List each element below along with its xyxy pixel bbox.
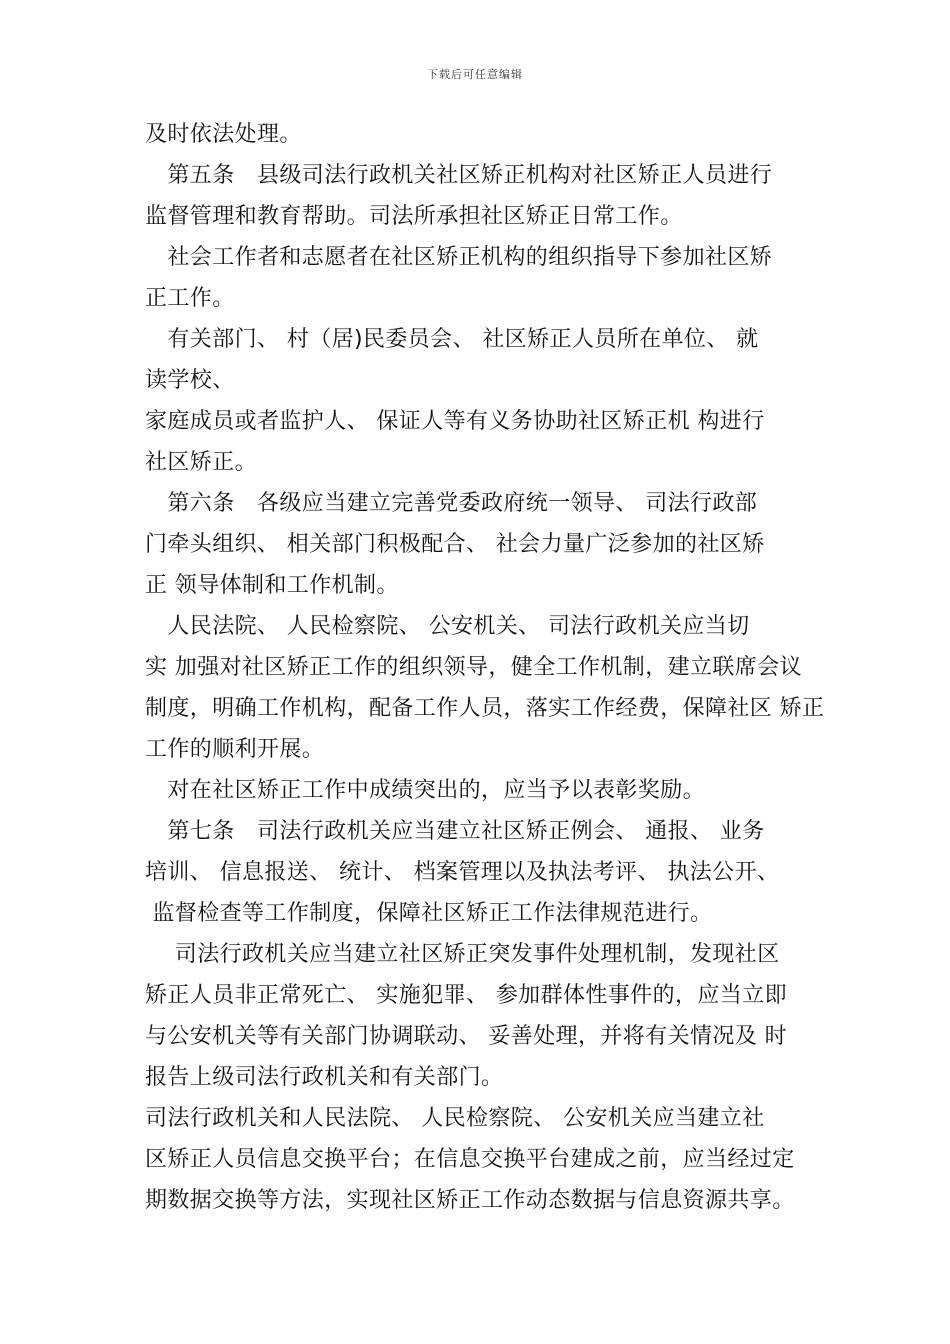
text-line: 制度，明确工作机构，配备工作人员，落实工作经费，保障社区 矫正 bbox=[145, 696, 825, 721]
page-header: 下载后可任意编辑 bbox=[427, 68, 523, 81]
text-line: 门牵头组织、 相关部门积极配合、 社会力量广泛参加的社区矫 bbox=[145, 532, 765, 557]
text-line: 矫正人员非正常死亡、 实施犯罪、 参加群体性事件的，应当立即 bbox=[145, 983, 787, 1008]
text-line: 实 加强对社区矫正工作的组织领导，健全工作机制，建立联席会议 bbox=[145, 655, 802, 680]
text-line: 监督管理和教育帮助。司法所承担社区矫正日常工作。 bbox=[145, 204, 683, 229]
text-line: 报告上级司法行政机关和有关部门。 bbox=[145, 1065, 504, 1090]
text-line: 社会工作者和志愿者在社区矫正机构的组织指导下参加社区矫 bbox=[145, 245, 773, 270]
text-line: 期数据交换等方法，实现社区矫正工作动态数据与信息资源共享。 bbox=[145, 1188, 795, 1213]
text-line: 读学校、 bbox=[145, 368, 235, 393]
text-line: 司法行政机关和人民法院、 人民检察院、 公安机关应当建立社 bbox=[145, 1106, 765, 1131]
text-line: 第六条 各级应当建立完善党委政府统一领导、 司法行政部 bbox=[145, 491, 758, 516]
text-line: 家庭成员或者监护人、 保证人等有义务协助社区矫正机 构进行 bbox=[145, 409, 765, 434]
text-line: 有关部门、 村（居)民委员会、 社区矫正人员所在单位、 就 bbox=[145, 327, 759, 352]
text-line: 对在社区矫正工作中成绩突出的，应当予以表彰奖励。 bbox=[145, 778, 706, 803]
text-line: 第七条 司法行政机关应当建立社区矫正例会、 通报、 业务 bbox=[145, 819, 765, 844]
text-line: 人民法院、 人民检察院、 公安机关、 司法行政机关应当切 bbox=[145, 614, 750, 639]
text-line: 区矫正人员信息交换平台；在信息交换平台建成之前，应当经过定 bbox=[145, 1147, 795, 1172]
text-line: 与公安机关等有关部门协调联动、 妥善处理，并将有关情况及 时 bbox=[145, 1024, 787, 1049]
text-line: 司法行政机关应当建立社区矫正突发事件处理机制，发现社区 bbox=[145, 942, 780, 967]
text-line: 社区矫正。 bbox=[145, 450, 258, 475]
document-body bbox=[145, 114, 825, 1221]
text-line: 培训、 信息报送、 统计、 档案管理以及执法考评、 执法公开、 bbox=[145, 860, 780, 885]
text-line: 正工作。 bbox=[145, 286, 235, 311]
text-line: 监督检查等工作制度，保障社区矫正工作法律规范进行。 bbox=[145, 901, 713, 926]
text-line: 及时依法处理。 bbox=[145, 122, 302, 147]
text-line: 第五条 县级司法行政机关社区矫正机构对社区矫正人员进行 bbox=[145, 163, 773, 188]
text-line: 工作的顺利开展。 bbox=[145, 737, 325, 762]
text-line: 正 领导体制和工作机制。 bbox=[145, 573, 399, 598]
